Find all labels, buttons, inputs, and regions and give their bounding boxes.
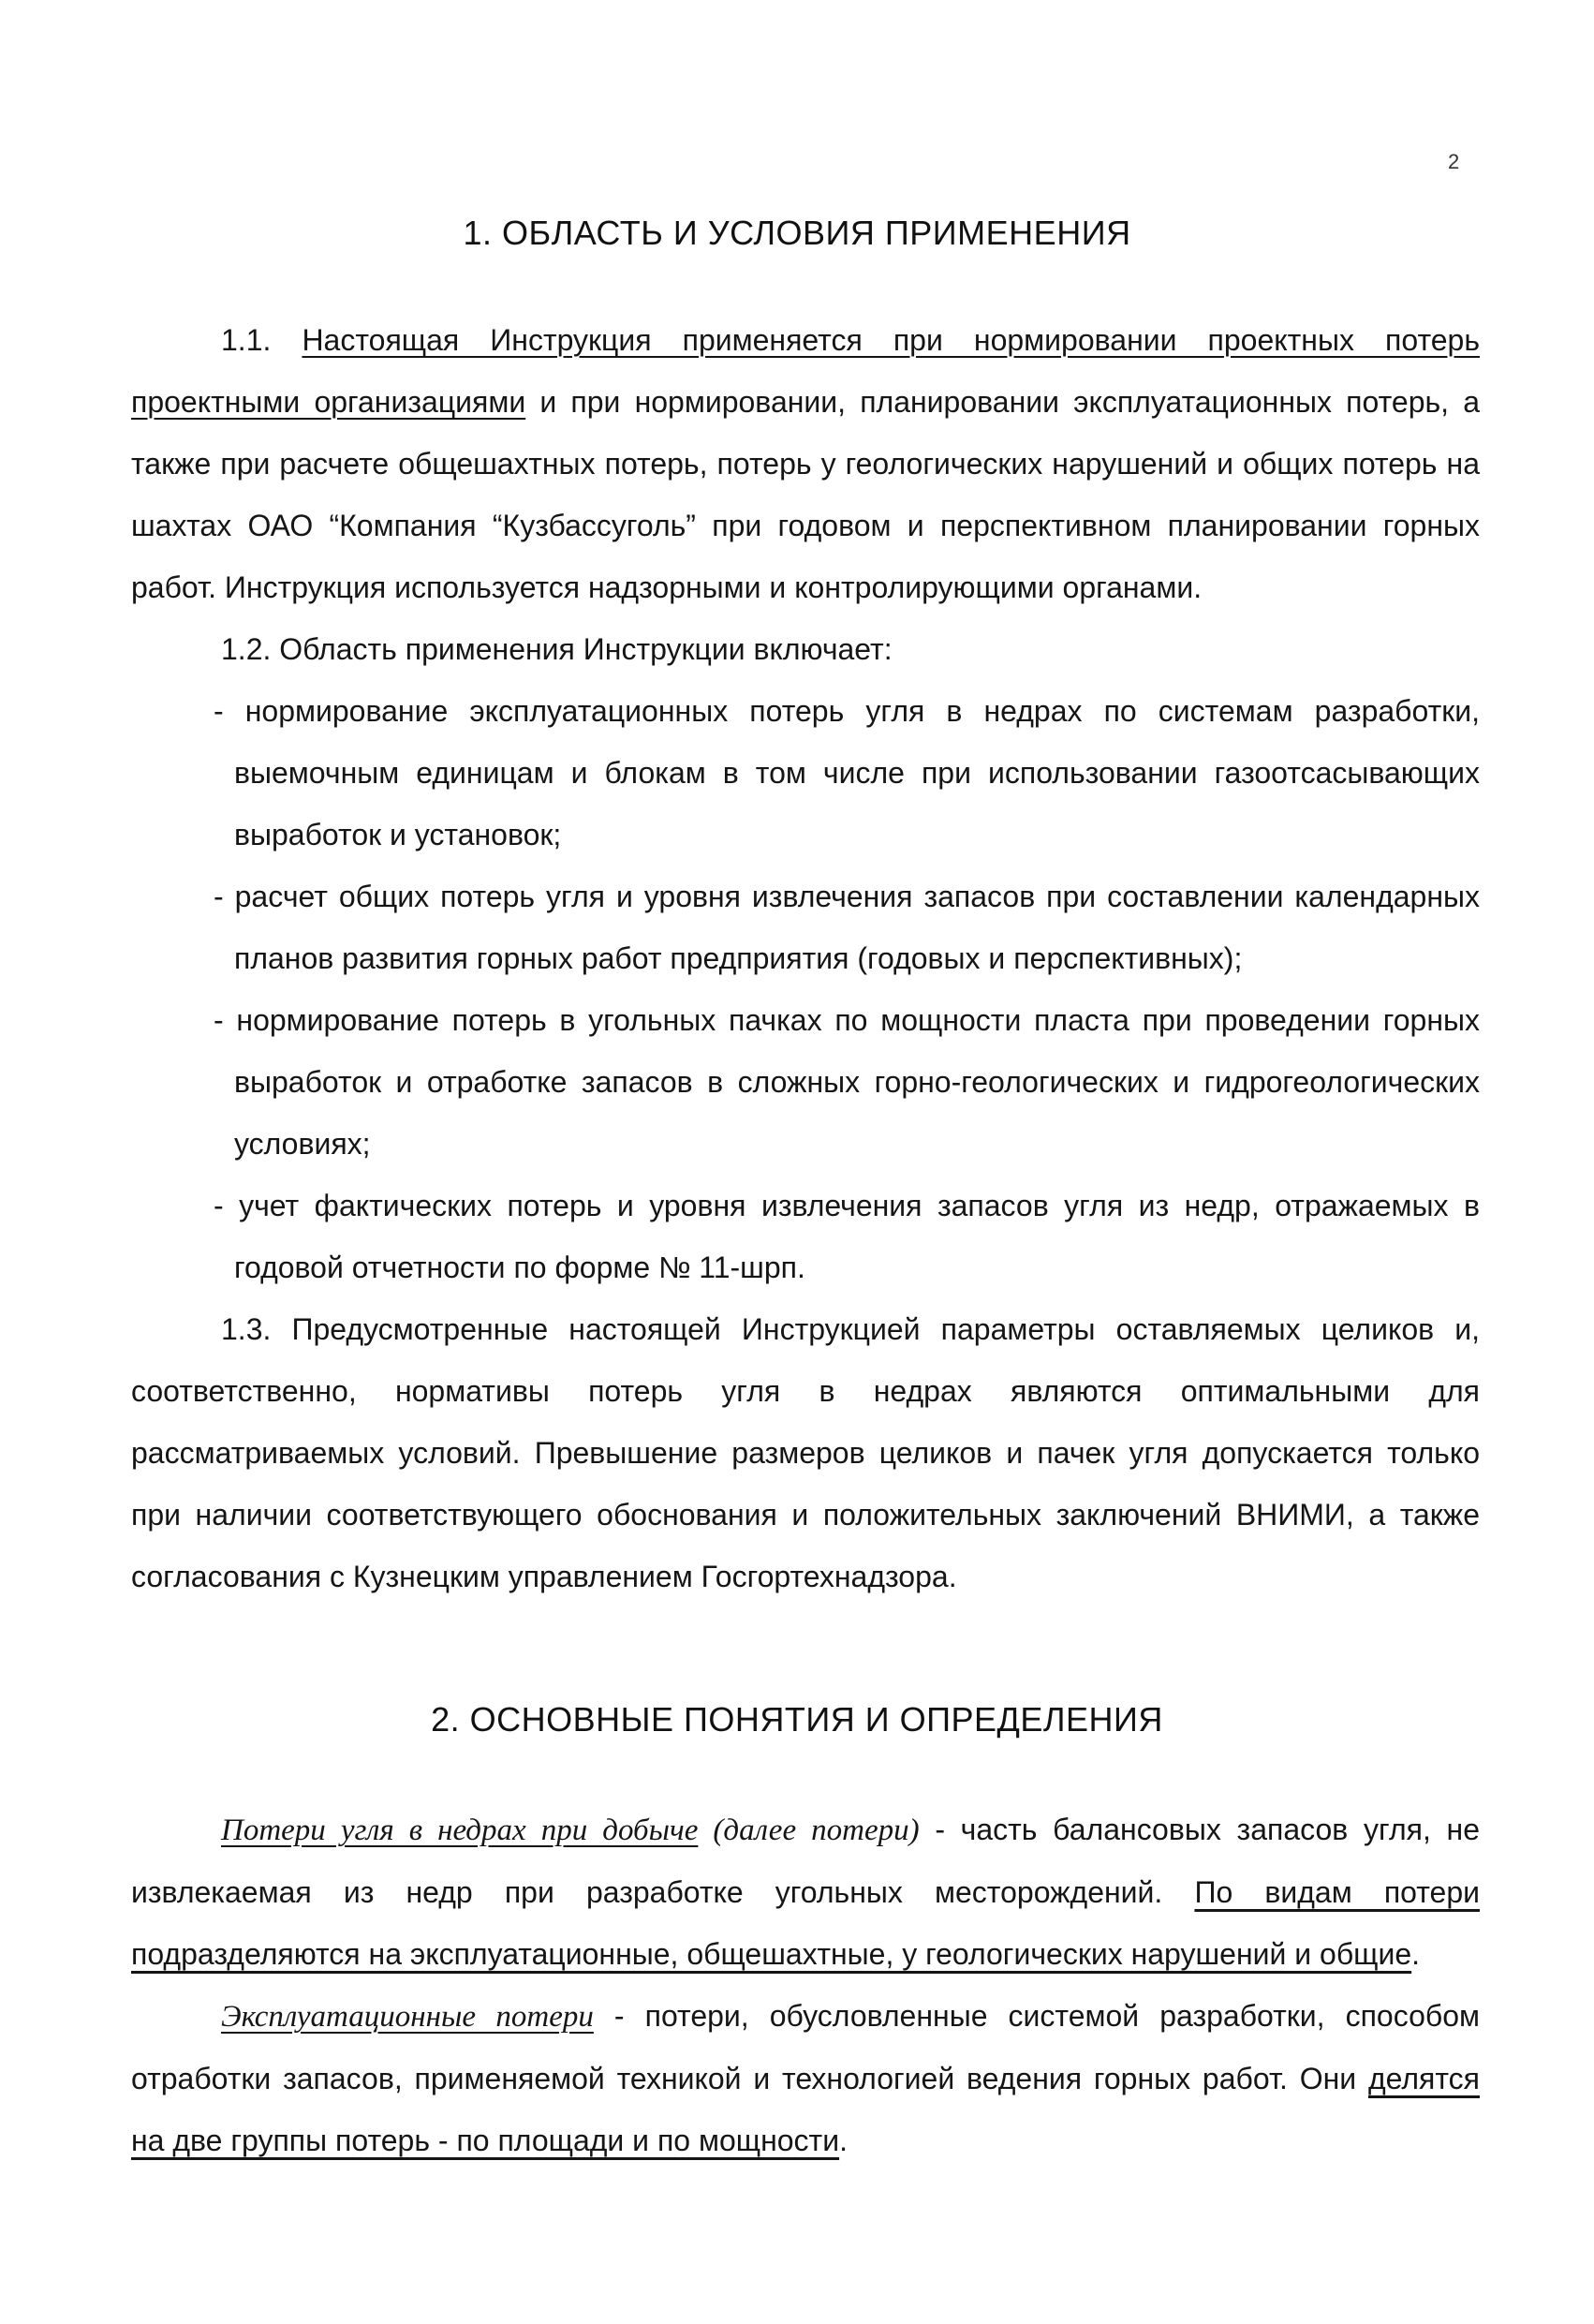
list-item: - расчет общих потерь угля и уровня извлечения запасов при составлении календарных планов развития горных работ предприятия (годовых и перспективных); (214, 880, 1480, 975)
paragraph-1-2: 1.2. Область применения Инструкции включает: (221, 632, 893, 666)
definition-term: Эксплуатационные потери (221, 2000, 594, 2034)
paragraph-1-3: 1.3. Предусмотренные настоящей Инструкцией параметры оставляемых целиков и, соответственно, нормативы потерь угля в недрах являются оптимальными для рассматриваемых условий. Превышение размеров целиков и пачек угля допускается только при наличии соответствующего обоснования и положительных заключений ВНИМИ, а также согласования с Кузнецким управлением Госгортехнадзора. (131, 1312, 1480, 1593)
definition-term: Потери угля в недрах при добыче (221, 1813, 699, 1847)
definition-underlined: По видам потери подразделяются на эксплуатационные, общешахтные, у геологических нарушений и общие (131, 1875, 1481, 1971)
definition-underlined: делятся на две группы потерь - по площади и по мощности (131, 2062, 1480, 2157)
paragraph-1-1 (131, 309, 1480, 618)
definition-note: (далее потери) (698, 1813, 920, 1847)
definition-operational-losses (131, 1985, 1480, 2171)
definition-text: - потери, обусловленные системой разработки, способом отработки запасов, применяемой техникой и технологией ведения горных работ. Они (131, 1999, 1480, 2095)
definition-text: - часть балансовых запасов угля, не извлекаемая из недр при разработке угольных месторождений. (131, 1813, 1481, 1909)
list-item: - учет фактических потерь и уровня извлечения запасов угля из недр, отражаемых в годовой отчетности по форме № 11-шрп. (214, 1189, 1480, 1284)
list-item: - нормирование эксплуатационных потерь угля в недрах по системам разработки, выемочным единицам и блокам в том числе при использовании газоотсасывающих выработок и установок; (214, 694, 1480, 851)
definition-end: . (839, 2124, 848, 2157)
page-number: 2 (1448, 150, 1460, 173)
paragraph-1-1-text: и при нормировании, планировании эксплуатационных потерь, а также при расчете общешахтных потерь, потерь у геологических нарушений и общих потерь на шахтах ОАО “Компания “Кузбассуголь” при годовом и перспективном планировании горных работ. Инструкция используется надзорными и контролирующими органами. (131, 385, 1480, 604)
section-1-heading: 1. ОБЛАСТЬ И УСЛОВИЯ ПРИМЕНЕНИЯ (463, 214, 1131, 252)
section-2-body (131, 1799, 1480, 2171)
section-2-heading: 2. ОСНОВНЫЕ ПОНЯТИЯ И ОПРЕДЕЛЕНИЯ (431, 1700, 1163, 1739)
list-item: - нормирование потерь в угольных пачках по мощности пласта при проведении горных выработок и отработке запасов в сложных горно-геологических и гидрогеологических условиях; (214, 1003, 1480, 1161)
definition-end: . (1411, 1937, 1421, 1971)
definition-losses (131, 1799, 1480, 1985)
paragraph-1-1-underlined: Настоящая Инструкция применяется при нормировании проектных потерь проектными организациями (131, 323, 1481, 419)
paragraph-1-1-number: 1.1. (221, 323, 303, 357)
section-1-body (131, 309, 1480, 1607)
